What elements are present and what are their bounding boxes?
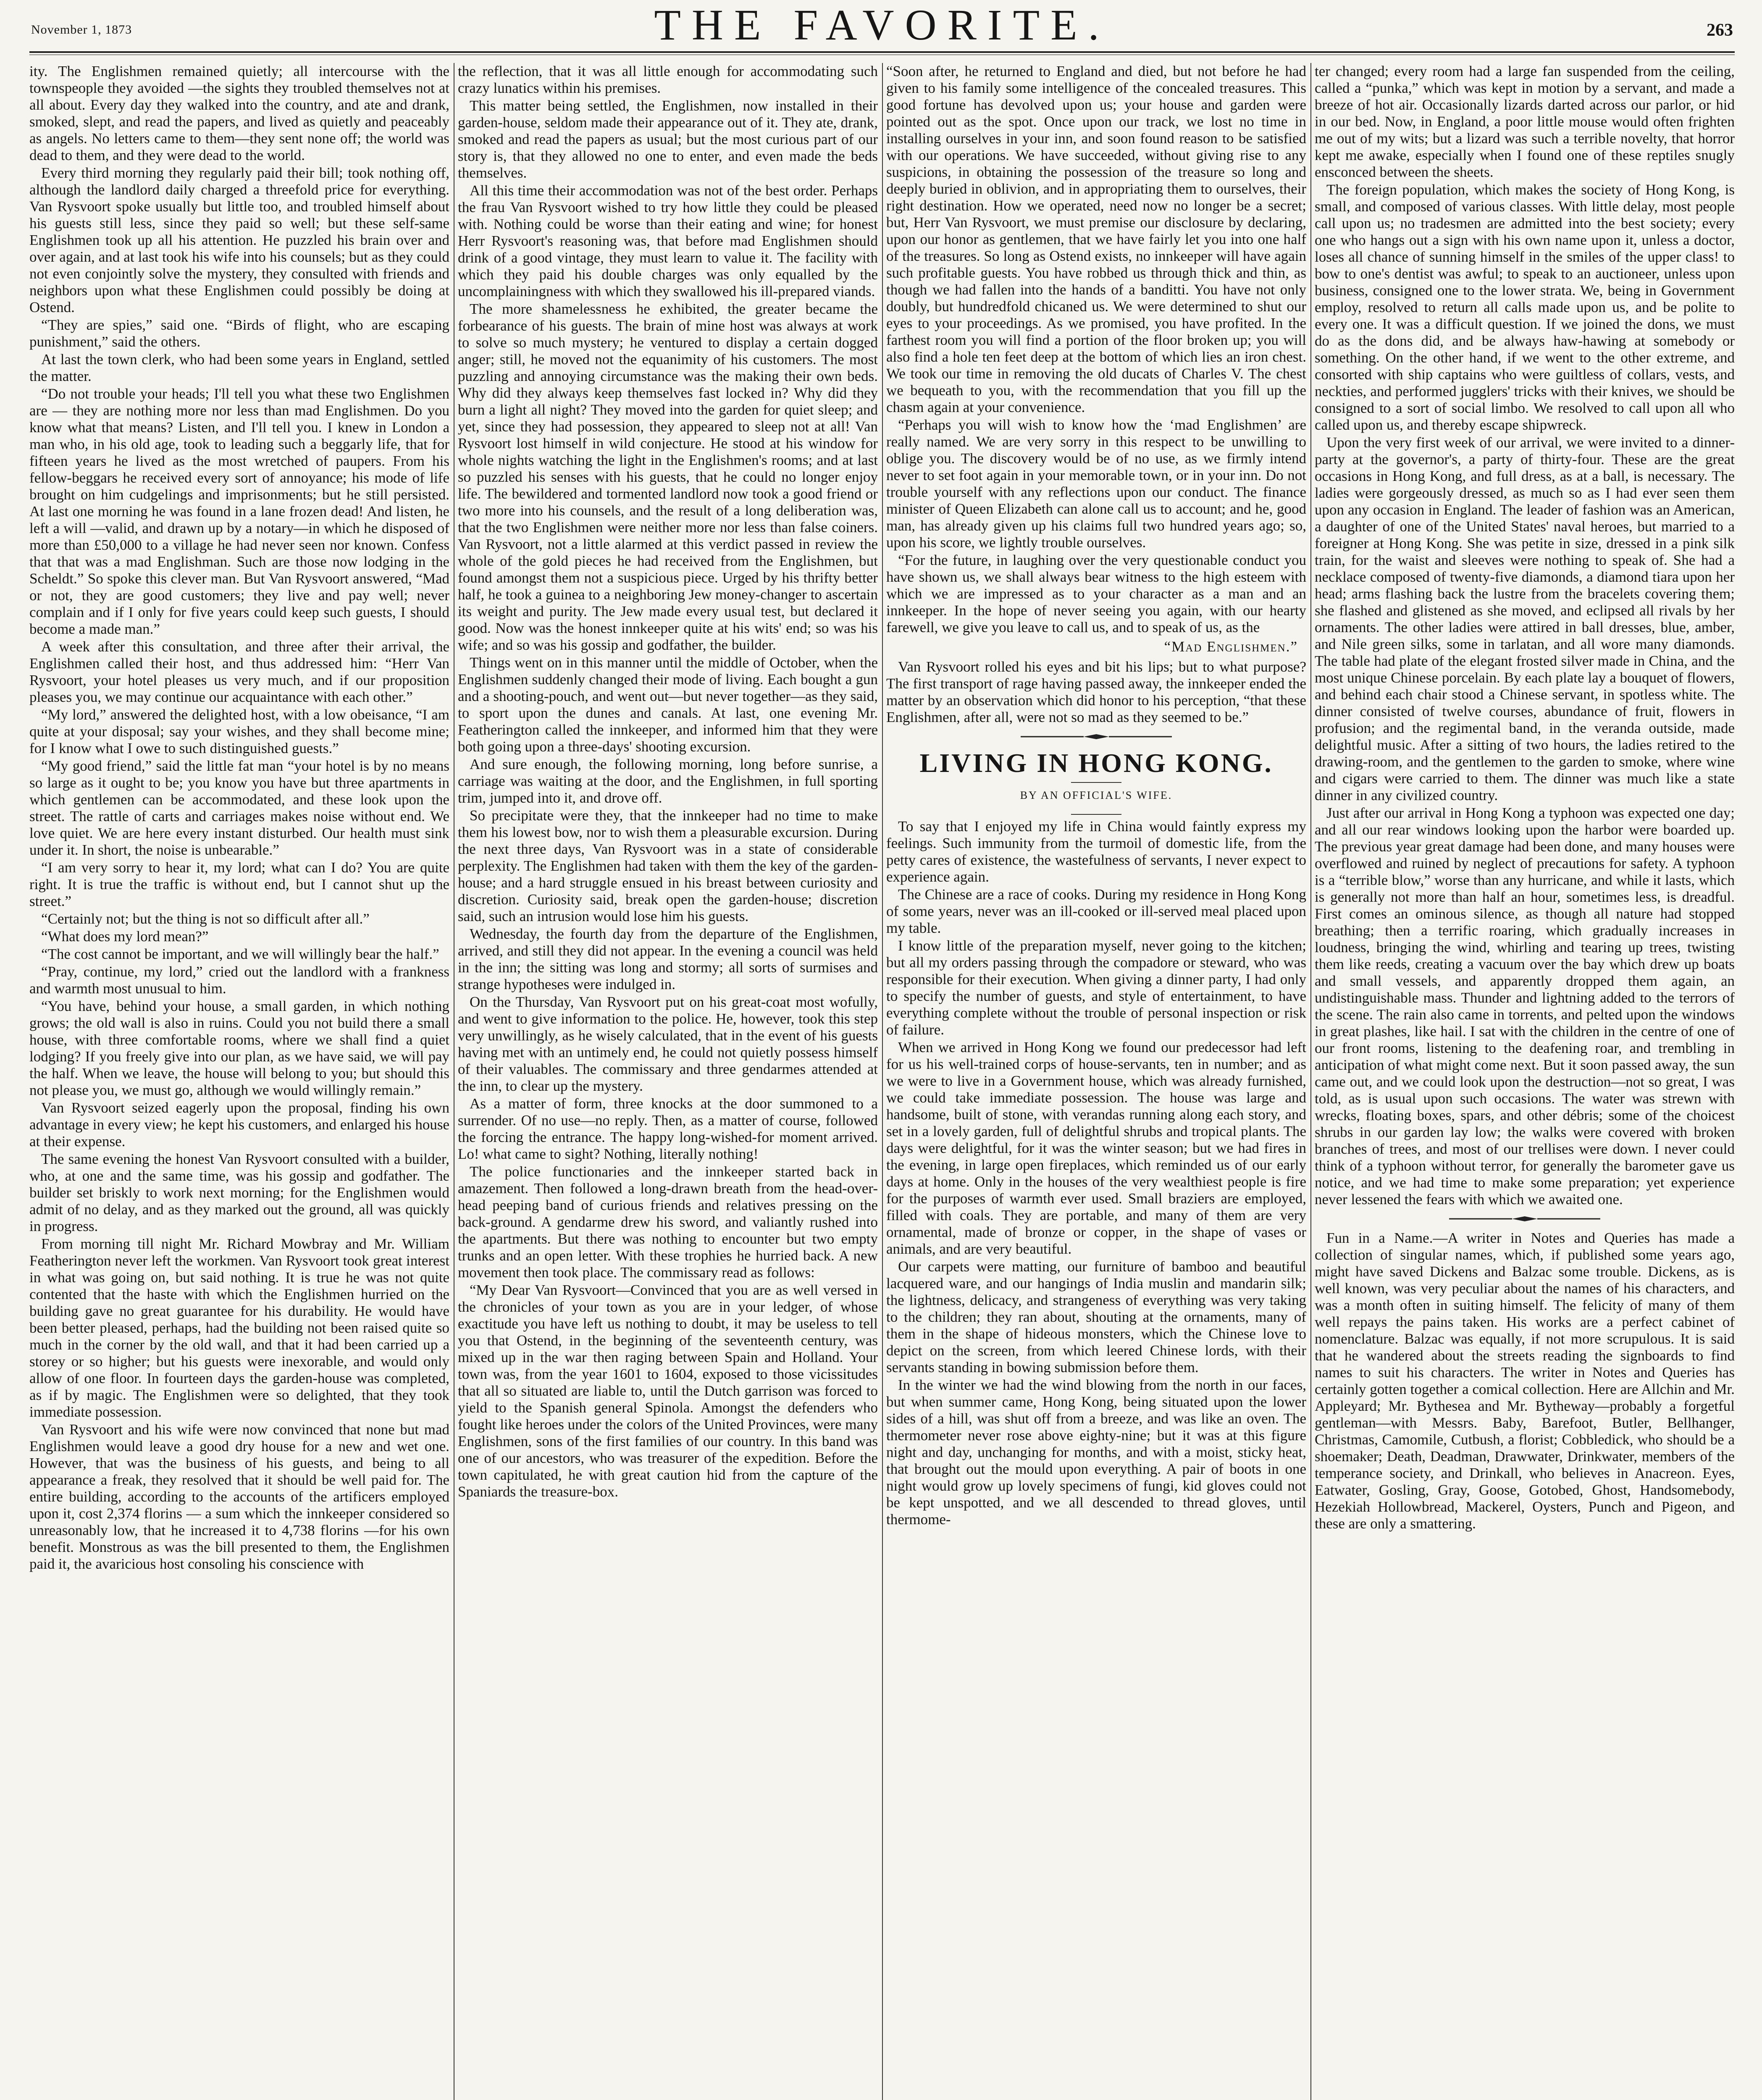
column-divider	[882, 63, 883, 2100]
masthead-rule	[29, 51, 1735, 53]
headline-rule	[1071, 782, 1121, 783]
paragraph: The more shamelessness he exhibited, the greater became the forbearance of his guests. The brain of mine host was always at work to solve so much mystery; he ventured to display a certain dogged anger; still, he moved not the equanimity of his customers. The most puzzling and annoying circumstance was the making their own beds. Why did they always keep themselves fast locked in? Why did they burn a light all night? They moved into the garden for quiet sleep; and yet, since they had possession, they appeared to sleep not at all! Van Rysvoort lost himself in wild conjecture. He stood at his window for whole nights watching the light in the Englishmen's rooms; and at last so puzzled his senses with his guests, that he could no longer enjoy life. The bewildered and tormented landlord now took a good friend or two more into his counsels, and the result of a long deliberation was, that the two Englishmen were neither more nor less than false coiners. Van Rysvoort, not a little alarmed at this verdict passed in review the whole of the gold pieces he had received from the Englishmen, but found amongst them not a suspicious piece. Urged by his thrifty better half, he took a guinea to a neighboring Jew money-changer to ascertain its weight and purity. The Jew made every usual test, but declared it good. Now was the honest innkeeper quite at his wits' end; so was his wife; and so was his gossip and godfather, the builder.	[458, 301, 878, 653]
paragraph: “Certainly not; but the thing is not so difficult after all.”	[41, 911, 370, 927]
paragraph: Things went on in this manner until the middle of October, when the Englishmen suddenly changed their mode of living. Each bought a gun and a shooting-pouch, and went out—but never together—as they said, to sport upon the dunes and canals. At last, one evening Mr. Featherington called the innkeeper, and informed him that they were both going upon a three-days' shooting excursion.	[458, 654, 878, 755]
paragraph: The same evening the honest Van Rysvoort consulted with a builder, who, at one and the same time, was his gossip and godfather. The builder set briskly to work next morning; for the Englishmen would admit of no delay, and as they marked out the ground, all was quickly in progress.	[29, 1151, 449, 1234]
paragraph: “Soon after, he returned to England and died, but not before he had given to his family some intelligence of the concealed treasures. This good fortune has devolved upon us; your house and garden were pointed out as the spot. Once upon our track, we lost no time in installing ourselves in your inn, and soon found reason to be satisfied with our operations. We have succeeded, without giving rise to any suspicions, in obtaining the possession of the treasure so long and deeply buried in oblivion, and in appropriating them to ourselves, their right destination. How we operated, need now no longer be a secret; but, Herr Van Rysvoort, we must premise our disclosure by declaring, upon our honor as gentlemen, that we have fairly let you into one half of the treasures. So long as Ostend exists, no innkeeper will have again such profitable guests. You have robbed us through thick and thin, as though we had fallen into the hands of a banditti. You have not only doubly, but hundredfold chicaned us. We were determined to shut our eyes to your proceedings. As we promised, you have profited. In the farthest room you will find a portion of the floor broken up; you will also find a hole ten feet deep at the bottom of which lies an iron chest. We took our time in removing the old ducats of Charles V. The chest we bequeath to you, with the recommendation that you fill up the chasm again at your convenience.	[886, 63, 1306, 415]
paragraph: All this time their accommodation was not of the best order. Perhaps the frau Van Rysvoort wished to try how little they could be pleased with. Nothing could be worse than their eating and wine; for honest Herr Rysvoort's reasoning was, that before mad Englishmen should drink of a good vintage, they must learn to value it. The facility with which they paid his double charges was only equalled by the uncomplainingness with which they swallowed his ill-prepared viands.	[458, 182, 878, 299]
paragraph: On the Thursday, Van Rysvoort put on his great-coat most wofully, and went to give information to the police. He, however, took this step very unwillingly, as he wisely calculated, that in the event of his guests having met with an untimely end, he could not quietly possess himself of their valuables. The commissary and three gendarmes attended at the inn, to clear up the mystery.	[458, 994, 878, 1094]
ornament-divider-icon	[1449, 1215, 1600, 1222]
column-divider	[1310, 63, 1311, 2100]
issue-date: November 1, 1873	[31, 23, 132, 37]
paragraph: “Do not trouble your heads; I'll tell you what these two Englishmen are — they are nothing more nor less than mad Englishmen. Do you know what that means? Listen, and I'll tell you. I knew in London a man who, in his old age, took to leading such a beggarly life, that for fifteen years he lived as the most wretched of paupers. From his fellow-beggars he received every sort of annoyance; his mode of life brought on him cudgelings and imprisonments; but he still persisted. At last one morning he was found in a lane frozen dead! And listen, he left a will —valid, and drawn up by a notary—in which he disposed of more than £50,000 to a village he had never seen nor known. Confess that that was a mad Englishman. Such are those now lodging in the Scheldt.” So spoke this clever man. But Van Rysvoort answered, “Mad or not, they are good customers; they live and pay well; never complain and if I only for five years could keep such guests, I should become a made man.”	[29, 386, 449, 637]
column-1	[29, 63, 449, 2100]
paragraph: And sure enough, the following morning, long before sunrise, a carriage was waiting at the door, and the Englishmen, in full sporting trim, jumped into it, and drove off.	[458, 756, 878, 806]
paragraph: “Pray, continue, my lord,” cried out the landlord with a frankness and warmth most unusual to him.	[29, 963, 449, 997]
article-headline: LIVING IN HONG KONG.	[919, 748, 1273, 778]
paragraph: “The cost cannot be important, and we will willingly bear the half.”	[41, 946, 439, 962]
paragraph: The foreign population, which makes the society of Hong Kong, is small, and composed of various classes. With little delay, most people call upon us; no tradesmen are admitted into the best society; every one who hangs out a sign with his own name upon it, unless a doctor, loses all chance of sunning himself in the smiles of the upper class! to bow to one's dentist was awful; to speak to an auctioneer, unless upon business, consigned one to the lower strata. We, being in Government employ, resolved to return all calls made upon us, and be polite to every one. It was a difficult question. If we joined the dons, we must do as the dons did, and be always haw-hawing at somebody or something. On the other hand, if we went to the other extreme, and consorted with ship captains who were guiltless of collars, vests, and neckties, and performed jugglers' tricks with their knives, we should be consigned to a sort of social limbo. We resolved to call upon all who called upon us, and thereby escape shipwreck.	[1315, 181, 1735, 433]
paragraph: “For the future, in laughing over the very questionable conduct you have shown us, we shall always bear witness to the high esteem with which we are impressed as to your character as a man and an innkeeper. In the hope of never seeing you again, with our hearty farewell, we give you leave to call us, and to speak of us, as the	[886, 552, 1306, 635]
paragraph: This matter being settled, the Englishmen, now installed in their garden-house, seldom made their appearance out of it. They ate, drank, smoked and read the papers as usual; but the most curious part of our story is, that they allowed no one to enter, and even made the beds themselves.	[458, 97, 878, 181]
paragraph: As a matter of form, three knocks at the door summoned to a surrender. Of no use—no reply. Then, as a matter of course, followed the forcing the entrance. The happy long-wished-for moment arrived. Lo! what came to sight? Nothing, literally nothing!	[458, 1095, 878, 1162]
paragraph: To say that I enjoyed my life in China would faintly express my feelings. Such immunity from the turmoil of domestic life, from the petty cares of existence, the wastefulness of servants, I never expect to experience again.	[886, 818, 1306, 885]
paragraph: Van Rysvoort rolled his eyes and bit his lips; but to what purpose? The first transport of rage having passed away, the innkeeper ended the matter by an observation which did honor to his perception, “that these Englishmen, after all, were not so mad as they seemed to be.”	[886, 659, 1306, 725]
column-4	[1315, 63, 1735, 2100]
paragraph: the reflection, that it was all little enough for accommodating such crazy lunatics within his premises.	[458, 63, 878, 96]
paragraph: The police functionaries and the innkeeper started back in amazement. Then followed a long-drawn breath from the head-over-head peeping band of curious friends and relatives pressing on the back-ground. A gendarme drew his sword, and valiantly rushed into the apartments. But there was nothing to encounter but two empty trunks and an open letter. With these trophies he hurried back. A new movement then took place. The commissary read as follows:	[458, 1163, 878, 1281]
paragraph: “What does my lord mean?”	[41, 928, 209, 945]
paragraph: Van Rysvoort seized eagerly upon the proposal, finding his own advantage in every view; he kept his customers, and enlarged his house at their expense.	[29, 1100, 449, 1150]
column-3	[886, 63, 1306, 2100]
paragraph: Upon the very first week of our arrival, we were invited to a dinner-party at the governor's, a party of thirty-four. These are the great occasions in Hong Kong, and full dress, as at a ball, is necessary. The ladies were gorgeously dressed, as much so as I had ever seen them upon any occasion in England. The leader of fashion was an American, a daughter of one of the United States' naval heroes, but married to a foreigner at Hong Kong. She was petite in size, dressed in a pink silk train, for the waist and sleeves were nothing to speak of. She had a necklace composed of twenty-five diamonds, a diamond tiara upon her head; arms flashing back the lustre from the bracelets covering them; she flashed and glistened as she moved, and eclipsed all rivals by her ornaments. The other ladies were attired in ball dresses, blue, amber, and Nile green silks, some in tarlatan, and all wore many diamonds. The table had plate of the elegant frosted silver made in China, and the most unique Chinese porcelain. By each plate lay a bouquet of flowers, and behind each chair stood a Chinese servant, in spotless white. The dinner consisted of twelve courses, abundance of fruit, flowers in profusion; and the regimental band, in the veranda outside, made delightful music. After a sitting of two hours, the ladies retired to the drawing-room, and the gentlemen to the garden to smoke, where wine and cigars were carried to them. The dinner was much like a state dinner in any civilized country.	[1315, 434, 1735, 803]
ornament-divider-icon	[1021, 733, 1172, 740]
paragraph: “I am very sorry to hear it, my lord; what can I do? You are quite right. It is true the traffic is without end, but I cannot shut up the street.”	[29, 859, 449, 909]
paragraph: I know little of the preparation myself, never going to the kitchen; but all my orders passing through the compadore or steward, who was responsible for their execution. When giving a dinner party, I had only to specify the number of guests, and style of entertainment, to have everything complete without the trouble of personal inspection or risk of failure.	[886, 937, 1306, 1038]
paragraph: “They are spies,” said one. “Birds of flight, who are escaping punishment,” said the others.	[29, 317, 449, 350]
column-2	[458, 63, 878, 2100]
paragraph: In the winter we had the wind blowing from the north in our faces, but when summer came, Hong Kong, being situated upon the lower sides of a hill, was shut off from a breeze, and was like an oven. The thermometer never rose above eighty-nine; but it was at this figure night and day, unchanging for months, and with a moist, sticky heat, that brought out the mould upon everything. A pair of boots in one night would grow up lovely specimens of fungi, kid gloves could not be kept unspotted, and we all descended to thread gloves, until thermome-	[886, 1377, 1306, 1528]
article-byline: BY AN OFFICIAL'S WIFE.	[1020, 789, 1173, 801]
newspaper-title: THE FAVORITE.	[654, 1, 1110, 49]
paragraph: So precipitate were they, that the innkeeper had no time to make them his lowest bow, nor to wish them a pleasurable excursion. During the next three days, Van Rysvoort was in a state of considerable perplexity. The Englishmen had taken with them the key of the garden-house; and a hard struggle ensued in his breast between curiosity and discretion. Curiosity said, break open the garden-house; discretion said, such an intrusion would lose him his guests.	[458, 807, 878, 924]
paragraph: Van Rysvoort and his wife were now convinced that none but mad Englishmen would leave a good dry house for a new and wet one. However, that was the business of his guests, and being to all appearance a freak, they resolved that it should be well paid for. The entire building, according to the accounts of the artificers employed upon it, cost 2,374 florins — a sum which the innkeeper considered so unreasonably low, that he increased it to 4,738 florins —for his own benefit. Monstrous as was the bill presented to them, the Englishmen paid it, the avaricious host consoling his conscience with	[29, 1421, 449, 1572]
paragraph: The Chinese are a race of cooks. During my residence in Hong Kong of some years, never was an ill-cooked or ill-served meal placed upon my table.	[886, 886, 1306, 936]
paragraph: ter changed; every room had a large fan suspended from the ceiling, called a “punka,” which was kept in motion by a servant, and made a breeze of hot air. Occasionally lizards darted across our parlor, or hid in our bed. Now, in England, a poor little mouse would often frighten me out of my wits; but a lizard was such a terrible novelty, that horror kept me awake, especially when I found one of these reptiles snugly ensconced between the sheets.	[1315, 63, 1735, 180]
paragraph: “My lord,” answered the delighted host, with a low obeisance, “I am quite at your disposal; say your wishes, and they shall become mine; for I know what I owe to such distinguished guests.”	[29, 706, 449, 756]
paragraph: “Perhaps you will wish to know how the ‘mad Englishmen’ are really named. We are very sorry in this respect to be unwilling to oblige you. The discovery would be of no use, as we firmly intend never to set foot again in your memorable town, or in your inn. Do not trouble yourself with any reflections upon our conduct. The finance minister of Queen Elizabeth can alone call us to account; and he, good man, has already given up his claims full two hundred years ago; so, upon his score, we lightly trouble ourselves.	[886, 417, 1306, 551]
masthead	[29, 0, 1735, 54]
paragraph: Wednesday, the fourth day from the departure of the Englishmen, arrived, and still they did not appear. In the evening a council was held in the inn; the sitting was long and stormy; all sorts of surmises and strange hypotheses were indulged in.	[458, 926, 878, 992]
paragraph: A week after this consultation, and three after their arrival, the Englishmen called their host, and thus addressed him: “Herr Van Rysvoort, your hotel pleases us very much, and if our proposition pleases you, we may continue our acquaintance with each other.”	[29, 638, 449, 705]
paragraph: “You have, behind your house, a small garden, in which nothing grows; the old wall is also in ruins. Could you not build there a small house, with three comfortable rooms, where we shall find a quiet lodging? If you freely give into our plan, as we have said, we will pay the half. When we leave, the house will belong to you; but should this not please you, we must go, although we would willingly remain.”	[29, 998, 449, 1098]
page-number: 263	[1707, 21, 1733, 40]
paragraph: Fun in a Name.—A writer in Notes and Queries has made a collection of singular names, which, if published some years ago, might have saved Dickens and Balzac some trouble. Dickens, as is well known, was very peculiar about the names of his characters, and was a month often in suiting himself. The felicity of many of them well repays the pains taken. His works are a perfect cabinet of nomenclature. Balzac was equally, if not more scrupulous. It is said that he wandered about the streets reading the signboards to find names to suit his characters. The writer in Notes and Queries has certainly gotten together a comical collection. Here are Allchin and Mr. Appleyard; Mr. Bythesea and Mr. Bytheway—probably a forgetful gentleman—with Messrs. Baby, Barefoot, Butler, Bellhanger, Christmas, Camomile, Cutbush, a florist; Cobbledick, who should be a shoemaker; Death, Deadman, Drawwater, Drinkwater, members of the temperance society, and Drinkall, who believes in Anacreon. Eyes, Eatwater, Gosling, Gray, Goose, Gotobed, Ghost, Handsomebody, Hezekiah Hollowbread, Mackerel, Oysters, Punch and Pigeon, and these are only a smattering.	[1315, 1230, 1735, 1532]
paragraph: From morning till night Mr. Richard Mowbray and Mr. William Featherington never left the workmen. Van Rysvoort took great interest in what was going on, but said nothing. It is true he was not quite contented that the haste with which the Englishmen hurried on the building gave no great guarantee for his durability. He would have been better pleased, perhaps, had the building not been raised quite so much in the corner by the old wall, and that it had been carried up a storey or so higher; but his guests were inexorable, and would only allow of one floor. In fourteen days the garden-house was completed, as if by magic. The Englishmen were so delighted, that they took immediate possession.	[29, 1236, 449, 1420]
paragraph: Just after our arrival in Hong Kong a typhoon was expected one day; and all our rear windows looking upon the harbor were boarded up. The previous year great damage had been done, and many houses were overflowed and ruined by neglect of precautions for safety. A typhoon is a “terrible blow,” worse than any hurricane, and while it lasts, which is generally not more than half an hour, sometimes less, is dreadful. First comes an ominous silence, as though all nature had stopped breathing; then a terrific roaring, which gradually increases in loudness, bringing the wind, whirling and tearing up trees, twisting them like reeds, creating a vacuum over the bay which drew up boats and small vessels, and apparently dropped them again, an undistinguishable mass. Thunder and lightning added to the terrors of the scene. The rain also came in torrents, and pelted upon the windows in great plashes, like hail. I sat with the children in the centre of one of our front rooms, listening to the deafening roar, and trembling in anticipation of what might come next. But it soon passed away, the sun came out, and we could look upon the destruction—not so great, I was told, as is usual upon such occasions. The water was strewn with wrecks, floating boxes, spars, and other débris; some of the choicest shrubs in our garden lay low; the walks were covered with broken branches of trees, and most of our trellises were down. I never could think of a typhoon without terror, for generally the barometer gave us notice, and we had time to make some preparation; yet experience never lessened the fears with which we awaited one.	[1315, 805, 1735, 1208]
paragraph: “My Dear Van Rysvoort—Convinced that you are as well versed in the chronicles of your town as you are in your ledger, of whose exactitude you have left us nothing to doubt, it may be useless to tell you that Ostend, in the beginning of the seventeenth century, was mixed up in the war then raging between Spain and Holland. Your town was, from the year 1601 to 1604, exposed to those vicissitudes that all so situated are liable to, until the Dutch garrison was forced to yield to the Spanish general Spinola. Amongst the defenders who fought like heroes under the colors of the United Provinces, were many Englishmen, sons of the first families of our country. In this band was one of our ancestors, who was treasurer of the expedition. Before the town capitulated, he with great caution hid from the capture of the Spaniards the treasure-box.	[458, 1282, 878, 1500]
paragraph: Every third morning they regularly paid their bill; took nothing off, although the landlord daily charged a threefold price for everything. Van Rysvoort spoke usually but little too, and troubled himself about his guests still less, since they paid so well; but these self-same Englishmen took up all his attention. He puzzled his brain over and over again, and at last took his wife into his counsels; but as they could not even conjointly solve the mystery, they consulted with friends and neighbors upon what these Englishmen could possibly be doing at Ostend.	[29, 165, 449, 315]
paragraph: When we arrived in Hong Kong we found our predecessor had left for us his well-trained corps of house-servants, ten in number; and as we were to live in a Government house, which was already furnished, we could take immediate possession. The house was large and handsome, built of stone, with verandas running along each story, and set in a lovely garden, full of delightful shrubs and tropical plants. The days were delightful, for it was the winter season; but we had fires in the evening, in large open fireplaces, which reminded us of our early days at home. Only in the houses of the very wealthiest people is fire for the purposes of warmth ever used. Small braziers are employed, filled with coals. They are portable, and many of them are very ornamental, made of bronze or copper, in the shape of vases or animals, and are very beautiful.	[886, 1039, 1306, 1257]
paragraph: At last the town clerk, who had been some years in England, settled the matter.	[29, 351, 449, 384]
paragraph: “My good friend,” said the little fat man “your hotel is by no means so large as it ought to be; you know you have but three apartments in which gentlemen can be accommodated, and these look upon the street. The rattle of carts and carriages makes noise without end. We love quiet. We are here every instant disturbed. Our health must sink under it. In short, the noise is unbearable.”	[29, 758, 449, 858]
paragraph: ity. The Englishmen remained quietly; all intercourse with the townspeople they avoided —the sights they troubled themselves not at all about. Every day they walked into the country, and ate and drank, smoked, slept, and read the papers, and lived as quietly and peaceably as angels. No letters came to them—they sent none off; the world was dead to them, and they were dead to the world.	[29, 63, 449, 163]
paragraph: Our carpets were matting, our furniture of bamboo and beautiful lacquered ware, and our hangings of India muslin and mandarin silk; the lightness, delicacy, and strangeness of everything was very taking to the children; they ran about, shouting at the ornaments, many of them in the shape of hideous monsters, which the Chinese love to depict on the screen, from which leered Chinese lords, with their servants standing in bowing submission before them.	[886, 1258, 1306, 1376]
letter-signature: “Mad Englishmen.”	[1164, 638, 1298, 655]
byline-rule	[1071, 814, 1121, 815]
